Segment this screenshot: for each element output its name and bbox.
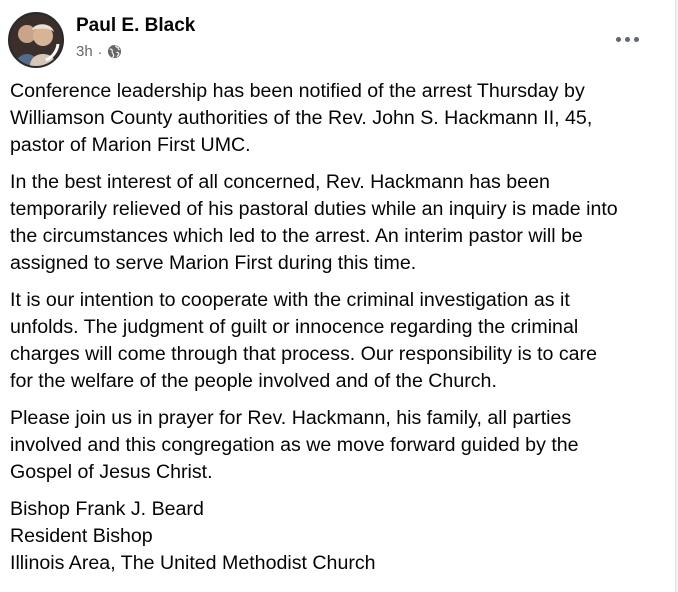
- more-horizontal-icon: [616, 37, 639, 42]
- profile-photo-icon: [10, 14, 62, 66]
- meta-separator: ·: [97, 43, 103, 60]
- post-timestamp[interactable]: 3h: [76, 43, 93, 60]
- signature-line: Bishop Frank J. Beard: [10, 498, 204, 520]
- author-name[interactable]: Paul E. Black: [76, 15, 196, 36]
- avatar[interactable]: [8, 12, 64, 68]
- post-paragraph: Please join us in prayer for Rev. Hackmann, his family, all parties involved and this congregation as we move forward guided by the Gospel of Jesus Christ.: [10, 407, 579, 483]
- post-header: [8, 12, 658, 68]
- signature-line: Illinois Area, The United Methodist Church: [10, 552, 376, 574]
- post-paragraph: In the best interest of all concerned, Rev. Hackmann has been temporarily relieved of his pastoral duties while an inquiry is made into the circumstances which led to the arrest. An interim pastor will be assigned to serve Marion First during this time.: [10, 171, 618, 274]
- signature-line: Resident Bishop: [10, 525, 153, 547]
- post-meta: [76, 43, 122, 60]
- post-paragraph: It is our intention to cooperate with the criminal investigation as it unfolds. The judgment of guilt or innocence regarding the criminal charges will come through that process. Our responsibility is to care for the welfare of the people involved and of the Church.: [10, 289, 597, 392]
- post-paragraph: Conference leadership has been notified of the arrest Thursday by Williamson County authorities of the Rev. John S. Hackmann II, 45, pastor of Marion First UMC.: [10, 80, 593, 156]
- globe-icon[interactable]: [107, 44, 122, 59]
- post-body: [10, 78, 660, 577]
- more-options-button[interactable]: [609, 21, 645, 57]
- signature-block: [10, 496, 660, 577]
